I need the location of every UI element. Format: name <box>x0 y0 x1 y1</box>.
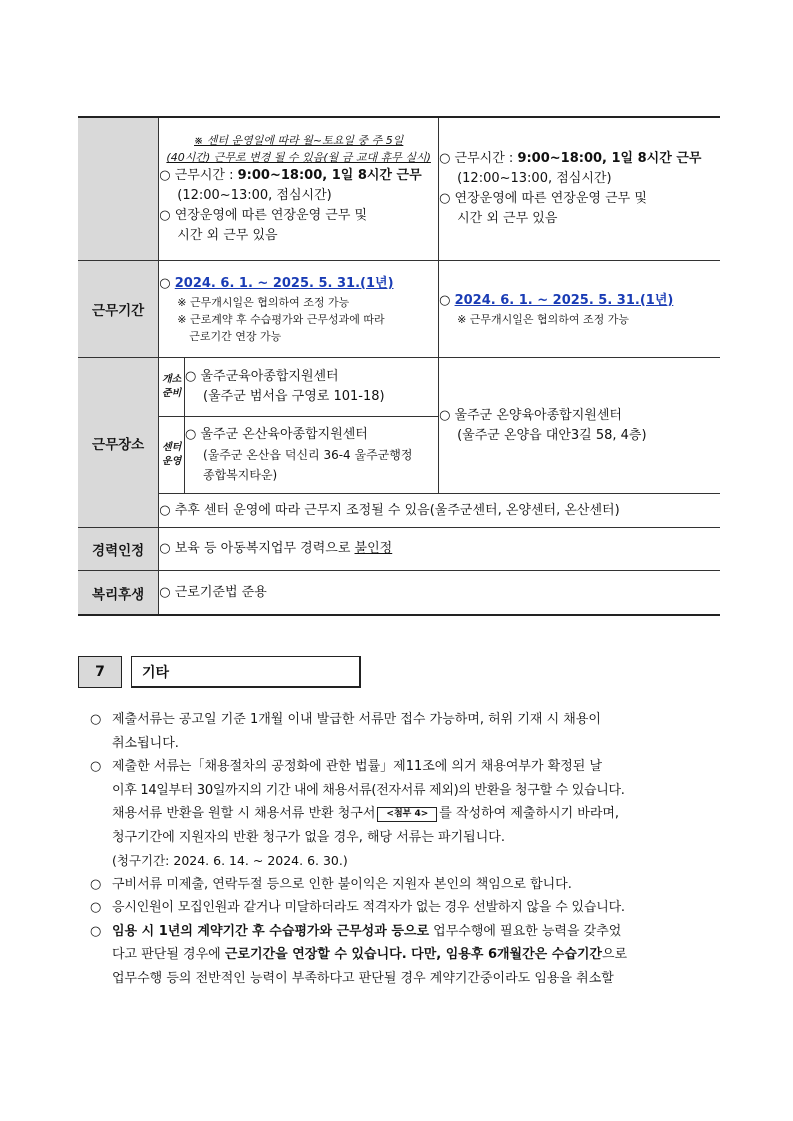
table-row-place <box>78 358 720 417</box>
period-dates[interactable]: 2024. 6. 1. ~ 2025. 5. 31.(1년) <box>174 275 394 291</box>
place-footer-cell: ○ 추후 센터 운영에 따라 근무지 조정될 수 있음(울주군센터, 온양센터, 온산센터) <box>159 494 720 528</box>
hours-value: 9:00~18:00, 1일 8시간 근무 <box>517 151 702 166</box>
table-row-place-footer <box>78 494 720 528</box>
place-address: (울주군 온양읍 대안3길 58, 4층) <box>457 427 647 443</box>
lunch-time: (12:00~13:00, 점심시간) <box>457 171 612 186</box>
period-bullet: ○ <box>439 292 455 308</box>
hours-label: ○ 근무시간 : <box>439 151 518 166</box>
work-conditions-table <box>78 116 720 616</box>
bullet-circle-icon: ○ <box>90 759 102 774</box>
bullet-circle-icon: ○ <box>90 923 102 939</box>
period-note: ※ 근무개시일은 협의하여 조정 가능 <box>457 312 630 326</box>
hours-right-cell <box>439 117 720 261</box>
table-row-welfare <box>78 571 720 616</box>
place-sub-2-cell <box>185 417 439 494</box>
list-item: ○ 제출서류는 공고일 기준 1개월 이내 발급한 서류만 접수 가능하며, 허위 기재 시 채용이 취소됩니다. <box>90 708 720 755</box>
table-row-hours <box>78 117 720 261</box>
career-cell: ○ 보육 등 아동복지업무 경력으로 불인정 <box>159 528 720 571</box>
period-left-cell <box>159 261 439 358</box>
place-address: (울주군 범서읍 구영로 101-18) <box>203 389 385 404</box>
list-item: ○ 응시인원이 모집인원과 같거나 미달하더라도 적격자가 없는 경우 선발하지 않을 수 있습니다. <box>90 896 720 920</box>
place-sub-label-2: 센터 운영 <box>159 417 185 494</box>
section-number: 7 <box>78 656 122 688</box>
row-header-empty <box>78 117 159 261</box>
extension-note-2: 시간 외 근무 있음 <box>457 211 558 226</box>
hours-left-cell <box>159 117 439 261</box>
claim-period: (청구기간: 2024. 6. 14. ~ 2024. 6. 30.) <box>112 853 348 868</box>
hours-label: ○ 근무시간 : <box>159 168 238 183</box>
list-item: ○ 제출한 서류는「채용절차의 공정화에 관한 법률」제11조에 의거 채용여부가 확정된 날 이후 14일부터 30일까지의 기간 내에 채용서류(전자서류 제외)의 반환을 청구할 수 있습니다. 채용서류 반환을 원할 시 채용서류 반환 청구서 <첨부 4> 를 작성하여 제출하시기 바라며, 청구기간에 지원자의 반환 청구가 없을 경우, 해당 서류는 파기됩니다. (청구기간: 2024. 6. 14. ~ 2024. 6. 30.) <box>90 755 720 873</box>
period-note-1: ※ 근무개시일은 협의하여 조정 가능 <box>177 295 350 309</box>
period-right-cell <box>439 261 720 358</box>
row-header-period: 근무기간 <box>78 261 159 358</box>
bullet-circle-icon: ○ <box>90 712 102 727</box>
period-dates[interactable]: 2024. 6. 1. ~ 2025. 5. 31.(1년) <box>454 292 674 308</box>
bullet-circle-icon: ○ <box>90 876 102 892</box>
place-name: ○ 울주군 온양육아종합지원센터 <box>439 407 622 423</box>
period-note-3: 근로기간 연장 가능 <box>189 329 282 343</box>
table-row-period <box>78 261 720 358</box>
extension-note-2: 시간 외 근무 있음 <box>177 228 278 243</box>
period-bullet: ○ <box>159 275 175 291</box>
operation-note-2: (40시간) 근무로 변경 될 수 있음(월 금 교대 휴무 실시) <box>166 151 431 164</box>
misc-notes <box>90 708 720 990</box>
list-item: ○ 구비서류 미제출, 연락두절 등으로 인한 불이익은 지원자 본인의 책임으로 합니다. <box>90 873 720 897</box>
row-header-career: 경력인정 <box>78 528 159 571</box>
place-right-cell <box>439 358 720 494</box>
place-address-1: (울주군 온산읍 덕신리 36-4 울주군행정 <box>203 448 413 462</box>
place-name: ○ 울주군육아종합지원센터 <box>185 369 339 384</box>
hours-value: 9:00~18:00, 1일 8시간 근무 <box>237 168 422 183</box>
row-header-place: 근무장소 <box>78 358 159 528</box>
place-address-2: 종합복지타운) <box>203 468 278 482</box>
welfare-cell: ○ 근로기준법 준용 <box>159 571 720 616</box>
extension-note-1: ○ 연장운영에 따른 연장운영 근무 및 <box>439 191 647 206</box>
place-name: ○ 울주군 온산육아종합지원센터 <box>185 427 368 442</box>
operation-note-1: ※ 센터 운영일에 따라 월~토요일 중 주 5일 <box>194 134 404 147</box>
table-row-career <box>78 528 720 571</box>
bullet-circle-icon: ○ <box>90 900 102 915</box>
place-sub-label-1: 개소 준비 <box>159 358 185 417</box>
list-item: ○ 임용 시 1년의 계약기간 후 수습평가와 근무성과 등으로 업무수행에 필요한 능력을 갖추었 다고 판단될 경우에 근로기간을 연장할 수 있습니다. 다만, 임용후 6개월간은 수습기간으로 업무수행 등의 전반적인 능력이 부족하다고 판단될 경우 계약기간중이라도 임용을 취소할 <box>90 920 720 991</box>
place-sub-1-cell <box>185 358 439 417</box>
attachment-tag: <첨부 4> <box>377 807 437 822</box>
period-note-2: ※ 근로계약 후 수습평가와 근무성과에 따라 <box>177 312 385 326</box>
lunch-time: (12:00~13:00, 점심시간) <box>177 188 332 203</box>
section-title: 기타 <box>131 656 361 688</box>
extension-note-1: ○ 연장운영에 따른 연장운영 근무 및 <box>159 208 368 223</box>
row-header-welfare: 복리후생 <box>78 571 159 616</box>
career-not-recognized: 불인정 <box>354 541 393 556</box>
